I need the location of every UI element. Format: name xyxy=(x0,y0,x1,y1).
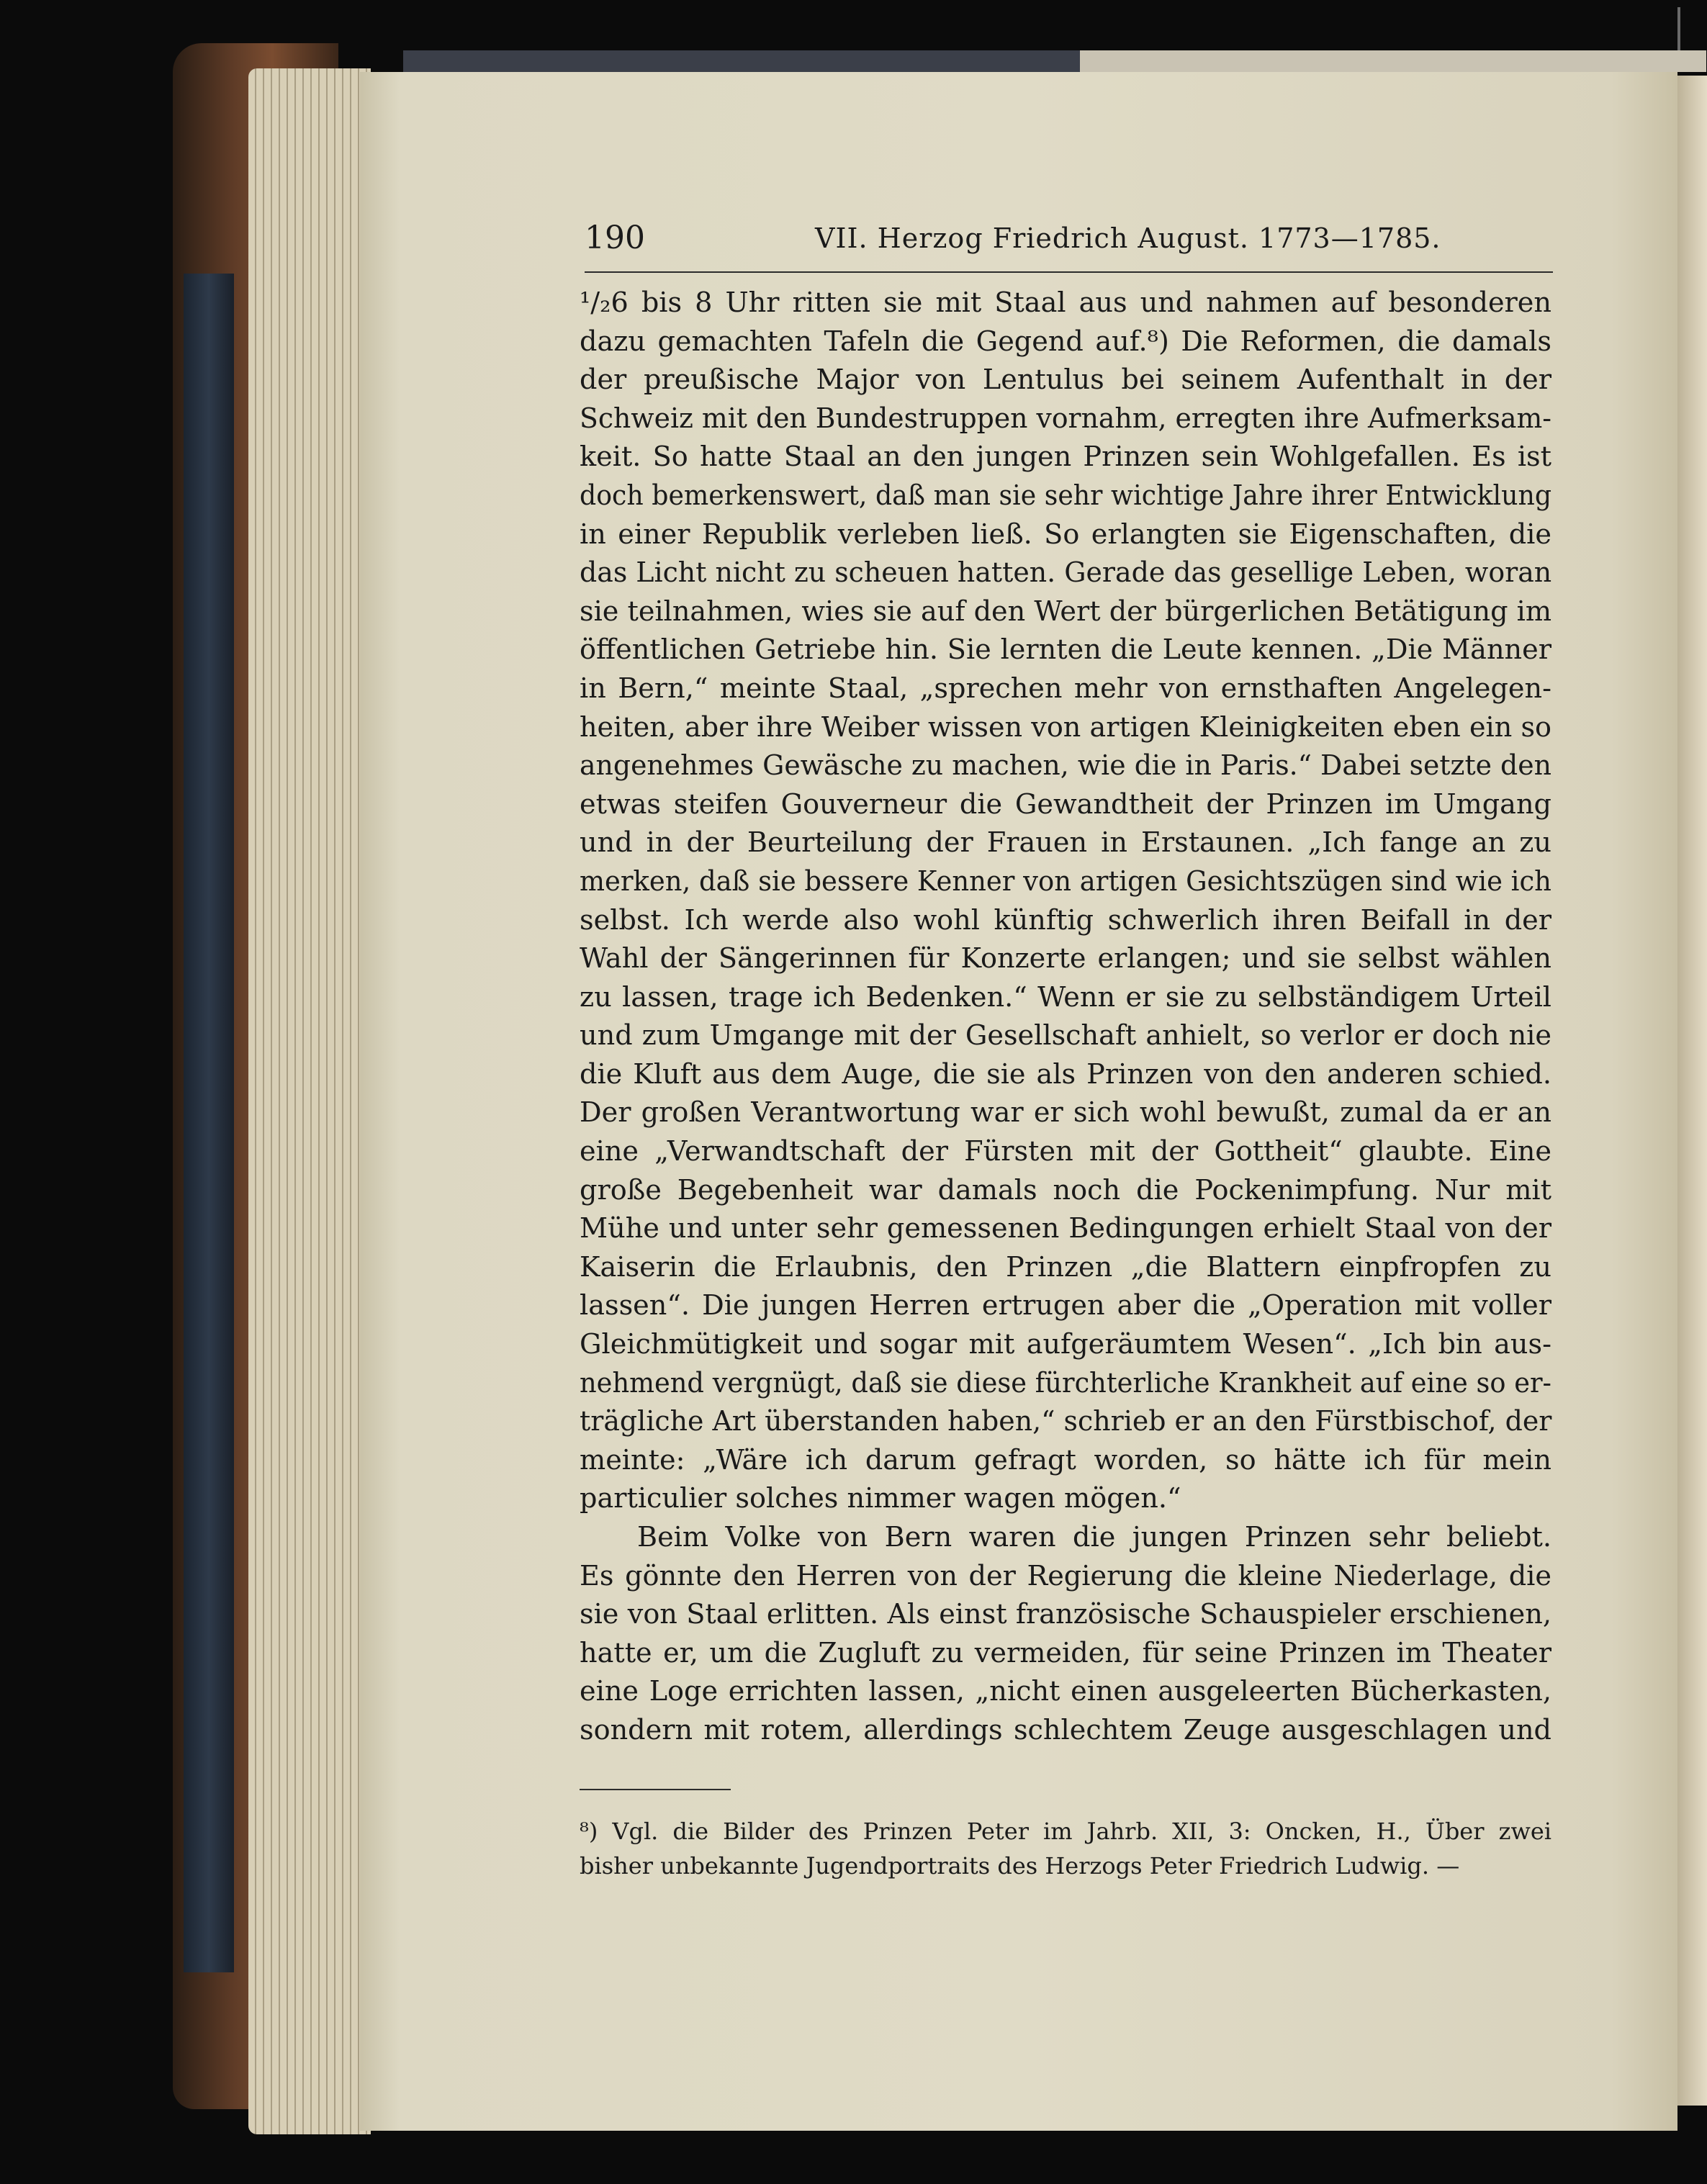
text-line: merken, daß sie bessere Kenner von artigen Gesichtszügen sind wie ich xyxy=(580,865,1551,898)
text-line: ¹/₂6 bis 8 Uhr ritten sie mit Staal aus und nahmen auf besonderen xyxy=(580,287,1551,319)
text-line: eine „Verwandtschaft der Fürsten mit der Gottheit“ glaubte. Eine xyxy=(580,1136,1551,1168)
text-line: Beim Volke von Bern waren die jungen Prinzen sehr beliebt. xyxy=(637,1522,1551,1553)
book-spine-cloth xyxy=(184,274,234,1972)
text-line: sie von Staal erlitten. Als einst französische Schauspieler erschienen, xyxy=(580,1599,1551,1631)
text-line: der preußische Major von Lentulus bei seinem Aufenthalt in der xyxy=(580,364,1551,397)
text-line: und zum Umgange mit der Gesellschaft anhielt, so verlor er doch nie xyxy=(580,1020,1551,1052)
text-line: eine Loge errichten lassen, „nicht einen ausgeleerten Bücherkasten, xyxy=(580,1676,1551,1708)
footnotes xyxy=(580,1814,1551,1883)
text-line: Mühe und unter sehr gemessenen Bedingungen erhielt Staal von der xyxy=(580,1213,1551,1245)
footnote-rule xyxy=(580,1789,731,1790)
header-rule xyxy=(585,271,1553,273)
text-line: große Begebenheit war damals noch die Pockenimpfung. Nur mit xyxy=(580,1174,1551,1206)
running-title: VII. Herzog Friedrich August. 1773—1785. xyxy=(815,222,1441,254)
text-line: Der großen Verantwortung war er sich wohl bewußt, zumal da er an xyxy=(580,1097,1551,1129)
cover-top-band xyxy=(403,50,1087,72)
next-page-top xyxy=(1080,50,1706,72)
text-line: und in der Beurteilung der Frauen in Erstaunen. „Ich fange an zu xyxy=(580,827,1551,859)
text-line: hatte er, um die Zugluft zu vermeiden, für seine Prinzen im Theater xyxy=(580,1637,1551,1669)
page-stack-edges xyxy=(248,68,371,2134)
text-line: das Licht nicht zu scheuen hatten. Gerade das gesellige Leben, woran xyxy=(580,557,1552,590)
text-line: trägliche Art überstanden haben,“ schrieb er an den Fürstbischof, der xyxy=(580,1406,1552,1438)
facing-page-edge xyxy=(1674,76,1707,2106)
page-number: 190 xyxy=(585,220,645,256)
text-line: zu lassen, trage ich Bedenken.“ Wenn er sie zu selbständigem Urteil xyxy=(580,981,1551,1014)
text-line: sondern mit rotem, allerdings schlechtem Zeuge ausgeschlagen und xyxy=(580,1714,1551,1746)
text-line: Wahl der Sängerinnen für Konzerte erlangen; und sie selbst wählen xyxy=(580,943,1551,975)
text-line: lassen“. Die jungen Herren ertrugen aber die „Operation mit voller xyxy=(580,1290,1551,1322)
text-line: öffentlichen Getriebe hin. Sie lernten die Leute kennen. „Die Männer xyxy=(580,634,1551,667)
text-line: Es gönnte den Herren von der Regierung die kleine Niederlage, die xyxy=(580,1560,1551,1592)
text-line: heiten, aber ihre Weiber wissen von artigen Kleinigkeiten eben ein so xyxy=(580,711,1551,744)
text-line: nehmend vergnügt, daß sie diese fürchterliche Krankheit auf eine so er- xyxy=(580,1367,1551,1399)
page-header xyxy=(585,220,1553,263)
text-line: keit. So hatte Staal an den jungen Prinzen sein Wohlgefallen. Es ist xyxy=(580,441,1551,474)
text-line: Schweiz mit den Bundestruppen vornahm, erregten ihre Aufmerksam- xyxy=(580,402,1552,435)
body-text xyxy=(580,284,1551,1751)
text-line: doch bemerkenswert, daß man sie sehr wichtige Jahre ihrer Entwicklung xyxy=(580,479,1552,512)
text-line: in Bern,“ meinte Staal, „sprechen mehr von ernsthaften Angelegen- xyxy=(580,672,1551,705)
text-line: dazu gemachten Tafeln die Gegend auf.⁸) Die Reformen, die damals xyxy=(580,325,1551,358)
text-line: sie teilnahmen, wies sie auf den Wert der bürgerlichen Betätigung im xyxy=(580,595,1552,628)
text-line: meinte: „Wäre ich darum gefragt worden, so hätte ich für mein xyxy=(580,1444,1551,1476)
text-line: selbst. Ich werde also wohl künftig schwerlich ihren Beifall in der xyxy=(580,904,1551,937)
footnote-line: bisher unbekannte Jugendportraits des Herzogs Peter Friedrich Ludwig. — xyxy=(580,1852,1460,1880)
text-line: angenehmes Gewäsche zu machen, wie die in Paris.“ Dabei setzte den xyxy=(580,750,1551,782)
text-line: die Kluft aus dem Auge, die sie als Prinzen von den anderen schied. xyxy=(580,1058,1551,1091)
text-line: Kaiserin die Erlaubnis, den Prinzen „die Blattern einpfropfen zu xyxy=(580,1251,1551,1283)
text-line: etwas steifen Gouverneur die Gewandtheit der Prinzen im Umgang xyxy=(580,788,1551,821)
text-line: particulier solches nimmer wagen mögen.“ xyxy=(580,1483,1181,1515)
text-line: in einer Republik verleben ließ. So erlangten sie Eigenschaften, die xyxy=(580,518,1551,551)
text-line: Gleichmütigkeit und sogar mit aufgeräumtem Wesen“. „Ich bin aus- xyxy=(580,1329,1551,1361)
footnote-line: ⁸) Vgl. die Bilder des Prinzen Peter im Jahrb. XII, 3: Oncken, H., Über zwei xyxy=(580,1818,1551,1845)
